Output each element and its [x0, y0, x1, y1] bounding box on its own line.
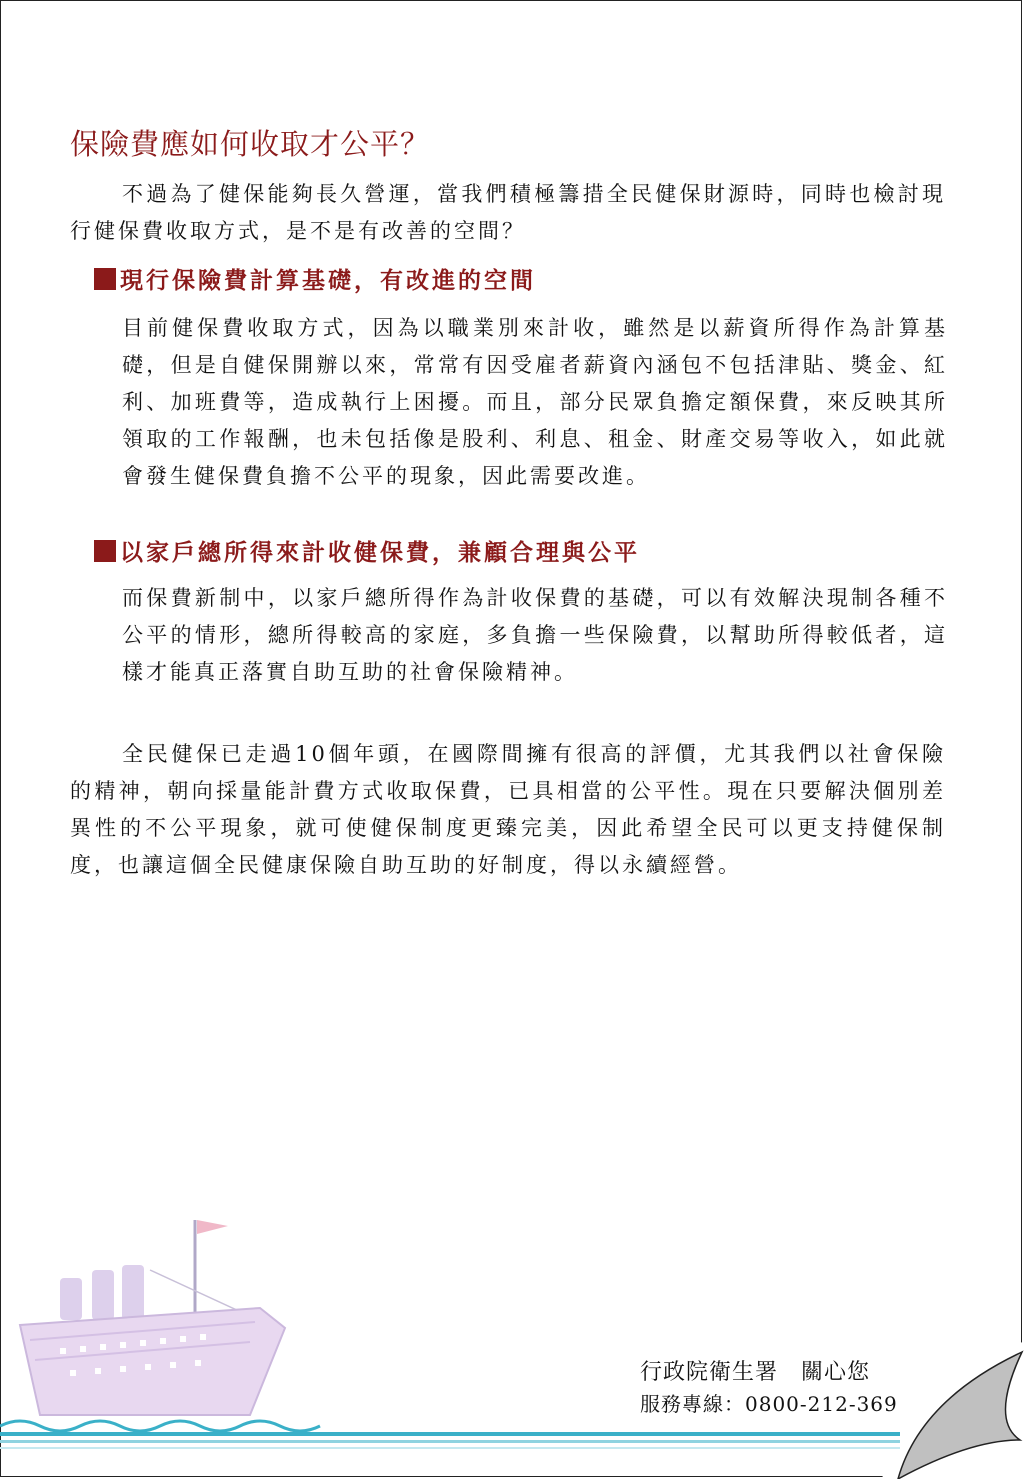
waves-illustration-icon	[0, 1414, 900, 1474]
section-body-current-basis: 目前健保費收取方式，因為以職業別來計收，雖然是以薪資所得作為計算基礎，但是自健保開辦以來，常常有因受雇者薪資內涵包不包括津貼、獎金、紅利、加班費等，造成執行上困擾。而且，部分民眾負擔定額保費，來反映其所領取的工作報酬，也未包括像是股利、利息、租金、財產交易等收入，如此就會發生健保費負擔不公平的現象，因此需要改進。	[122, 316, 948, 488]
square-bullet-icon	[94, 268, 116, 290]
service-hotline: 服務專線：0800-212-369	[640, 1392, 898, 1416]
section-body-household-income: 而保費新制中，以家戶總所得作為計收保費的基礎，可以有效解決現制各種不公平的情形，總所得較高的家庭，多負擔一些保險費，以幫助所得較低者，這樣才能真正落實自助互助的社會保險精神。	[122, 586, 948, 684]
section-heading-current-basis	[94, 262, 536, 295]
agency-signature: 行政院衛生署 關心您	[640, 1360, 871, 1385]
square-bullet-icon	[94, 540, 116, 562]
section-heading-text: 現行保險費計算基礎，有改進的空間	[120, 267, 536, 294]
page-curl-icon	[880, 1340, 1024, 1479]
page-title: 保險費應如何收取才公平？	[70, 127, 431, 161]
intro-paragraph: 不過為了健保能夠長久營運，當我們積極籌措全民健保財源時，同時也檢討現行健保費收取方式，是不是有改善的空間？	[70, 182, 946, 243]
section-heading-household-income	[94, 534, 640, 567]
section-heading-text: 以家戶總所得來計收健保費，兼顧合理與公平	[120, 539, 640, 566]
closing-paragraph: 全民健保已走過10個年頭，在國際間擁有很高的評價，尤其我們以社會保險的精神，朝向採量能計費方式收取保費，已具相當的公平性。現在只要解決個別差異性的不公平現象，就可使健保制度更臻完美，因此希望全民可以更支持健保制度，也讓這個全民健康保險自助互助的好制度，得以永續經營。	[70, 742, 946, 877]
ship-illustration-icon	[0, 1210, 300, 1425]
